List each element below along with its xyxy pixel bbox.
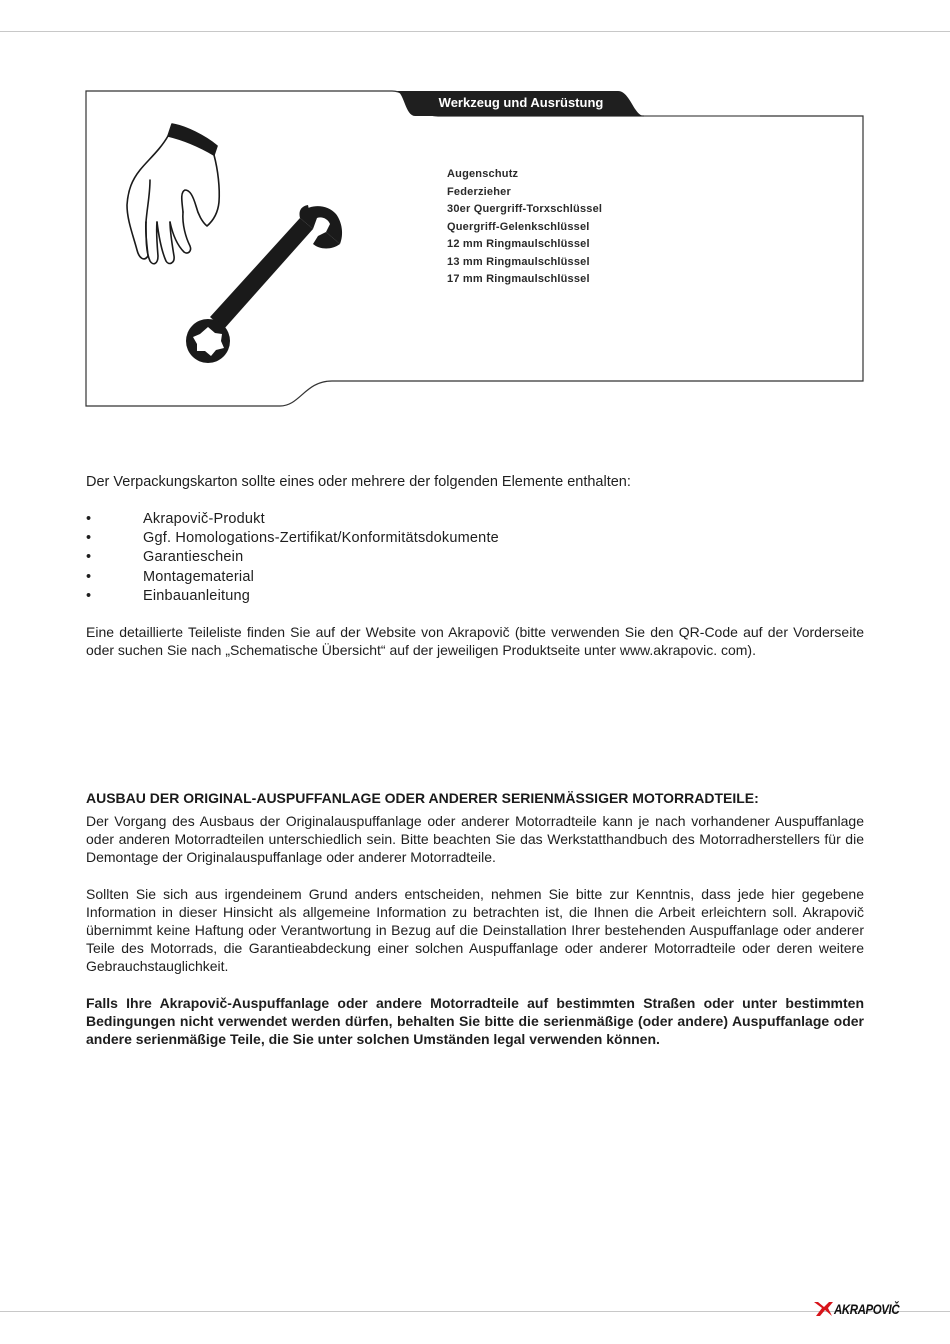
removal-paragraph-2: Sollten Sie sich aus irgendeinem Grund anders entscheiden, nehmen Sie bitte zur Kenntnis, dass jede hier gegebene Information in dieser Hinsicht als allgemeine Information zu betrachten ist, die Ihnen die Arbeit erleichtern soll. Akrapovič übernimmt keine Haftung oder Verantwortung in Bezug auf die Deinstallation Ihrer bestehenden Auspuffanlage oder anderer Teile des Motorrads, die Garantieabdeckung einer solchen Auspuffanlage oder anderer Motorradteile oder deren weitere Gebrauchstauglichkeit. (86, 886, 864, 974)
tools-box-title: Werkzeug und Ausrüstung (438, 95, 604, 110)
list-item-label: Montagematerial (143, 568, 254, 585)
list-item-label: Akrapovič-Produkt (143, 511, 265, 527)
scorpion-logo-icon (812, 1298, 834, 1320)
tool-item: 12 mm Ringmaulschlüssel (447, 238, 590, 250)
bullet: • (86, 511, 92, 527)
package-items-list (86, 510, 499, 606)
bullet: • (86, 568, 92, 585)
removal-paragraph-3: Falls Ihre Akrapovič-Auspuffanlage oder andere Motorradteile auf bestimmten Straßen oder unter bestimmten Bedingungen nicht verwendet werden dürfen, behalten Sie bitte die serienmäßige (oder andere) Auspuffanlage oder andere serienmäßige Teile, die Sie unter solchen Umständen legal verwenden können. (86, 995, 864, 1047)
tools-list (447, 166, 602, 289)
bullet: • (86, 530, 92, 547)
list-item (86, 587, 499, 606)
list-item-label: Einbauanleitung (143, 587, 251, 604)
package-intro: Der Verpackungskarton sollte eines oder mehrere der folgenden Elemente enthalten: (86, 474, 631, 490)
list-item-label: Garantieschein (143, 549, 244, 566)
list-item (86, 548, 499, 567)
removal-paragraph-1: Der Vorgang des Ausbaus der Originalauspuffanlage oder anderer Motorradteile kann je nach vorhandener Auspuffanlage oder anderen Motorradteilen unterschiedlich sein. Bitte beachten Sie das Werkstatthandbuch des Motorradherstellers für die Demontage der Originalauspuffanlage oder anderer Motorradteile. (86, 813, 864, 865)
tool-item: Federzieher (447, 185, 511, 198)
akrapovic-logo (812, 1298, 902, 1320)
removal-heading: AUSBAU DER ORIGINAL-AUSPUFFANLAGE ODER ANDERER SERIENMÄSSIGER MOTORRADTEILE: (86, 790, 759, 806)
list-item (86, 568, 499, 587)
parts-list-note: Eine detaillierte Teileliste finden Sie auf der Website von Akrapovič (bitte verwenden Sie den QR-Code auf der Vorderseite oder suchen Sie nach „Schematische Übersicht“ auf der jeweiligen Produktseite unter www.akrapovic. com). (86, 624, 864, 658)
bullet: • (86, 549, 92, 566)
tool-item: Augenschutz (447, 168, 519, 180)
wrench-icon (186, 205, 342, 363)
list-item (86, 510, 499, 529)
list-item-label: Ggf. Homologations-Zertifikat/Konformitätsdokumente (143, 530, 499, 547)
bullet: • (86, 587, 92, 604)
list-item (86, 529, 499, 548)
tool-item: 30er Quergriff-Torxschlüssel (447, 203, 603, 215)
glove-icon (127, 124, 219, 264)
bottom-divider (0, 1311, 950, 1312)
logo-text: AKRAPOVIČ (834, 1301, 900, 1317)
tool-item: 13 mm Ringmaulschlüssel (447, 255, 590, 268)
tool-item: 17 mm Ringmaulschlüssel (447, 273, 590, 285)
tool-item: Quergriff-Gelenkschlüssel (447, 220, 590, 233)
tools-box (0, 0, 950, 420)
